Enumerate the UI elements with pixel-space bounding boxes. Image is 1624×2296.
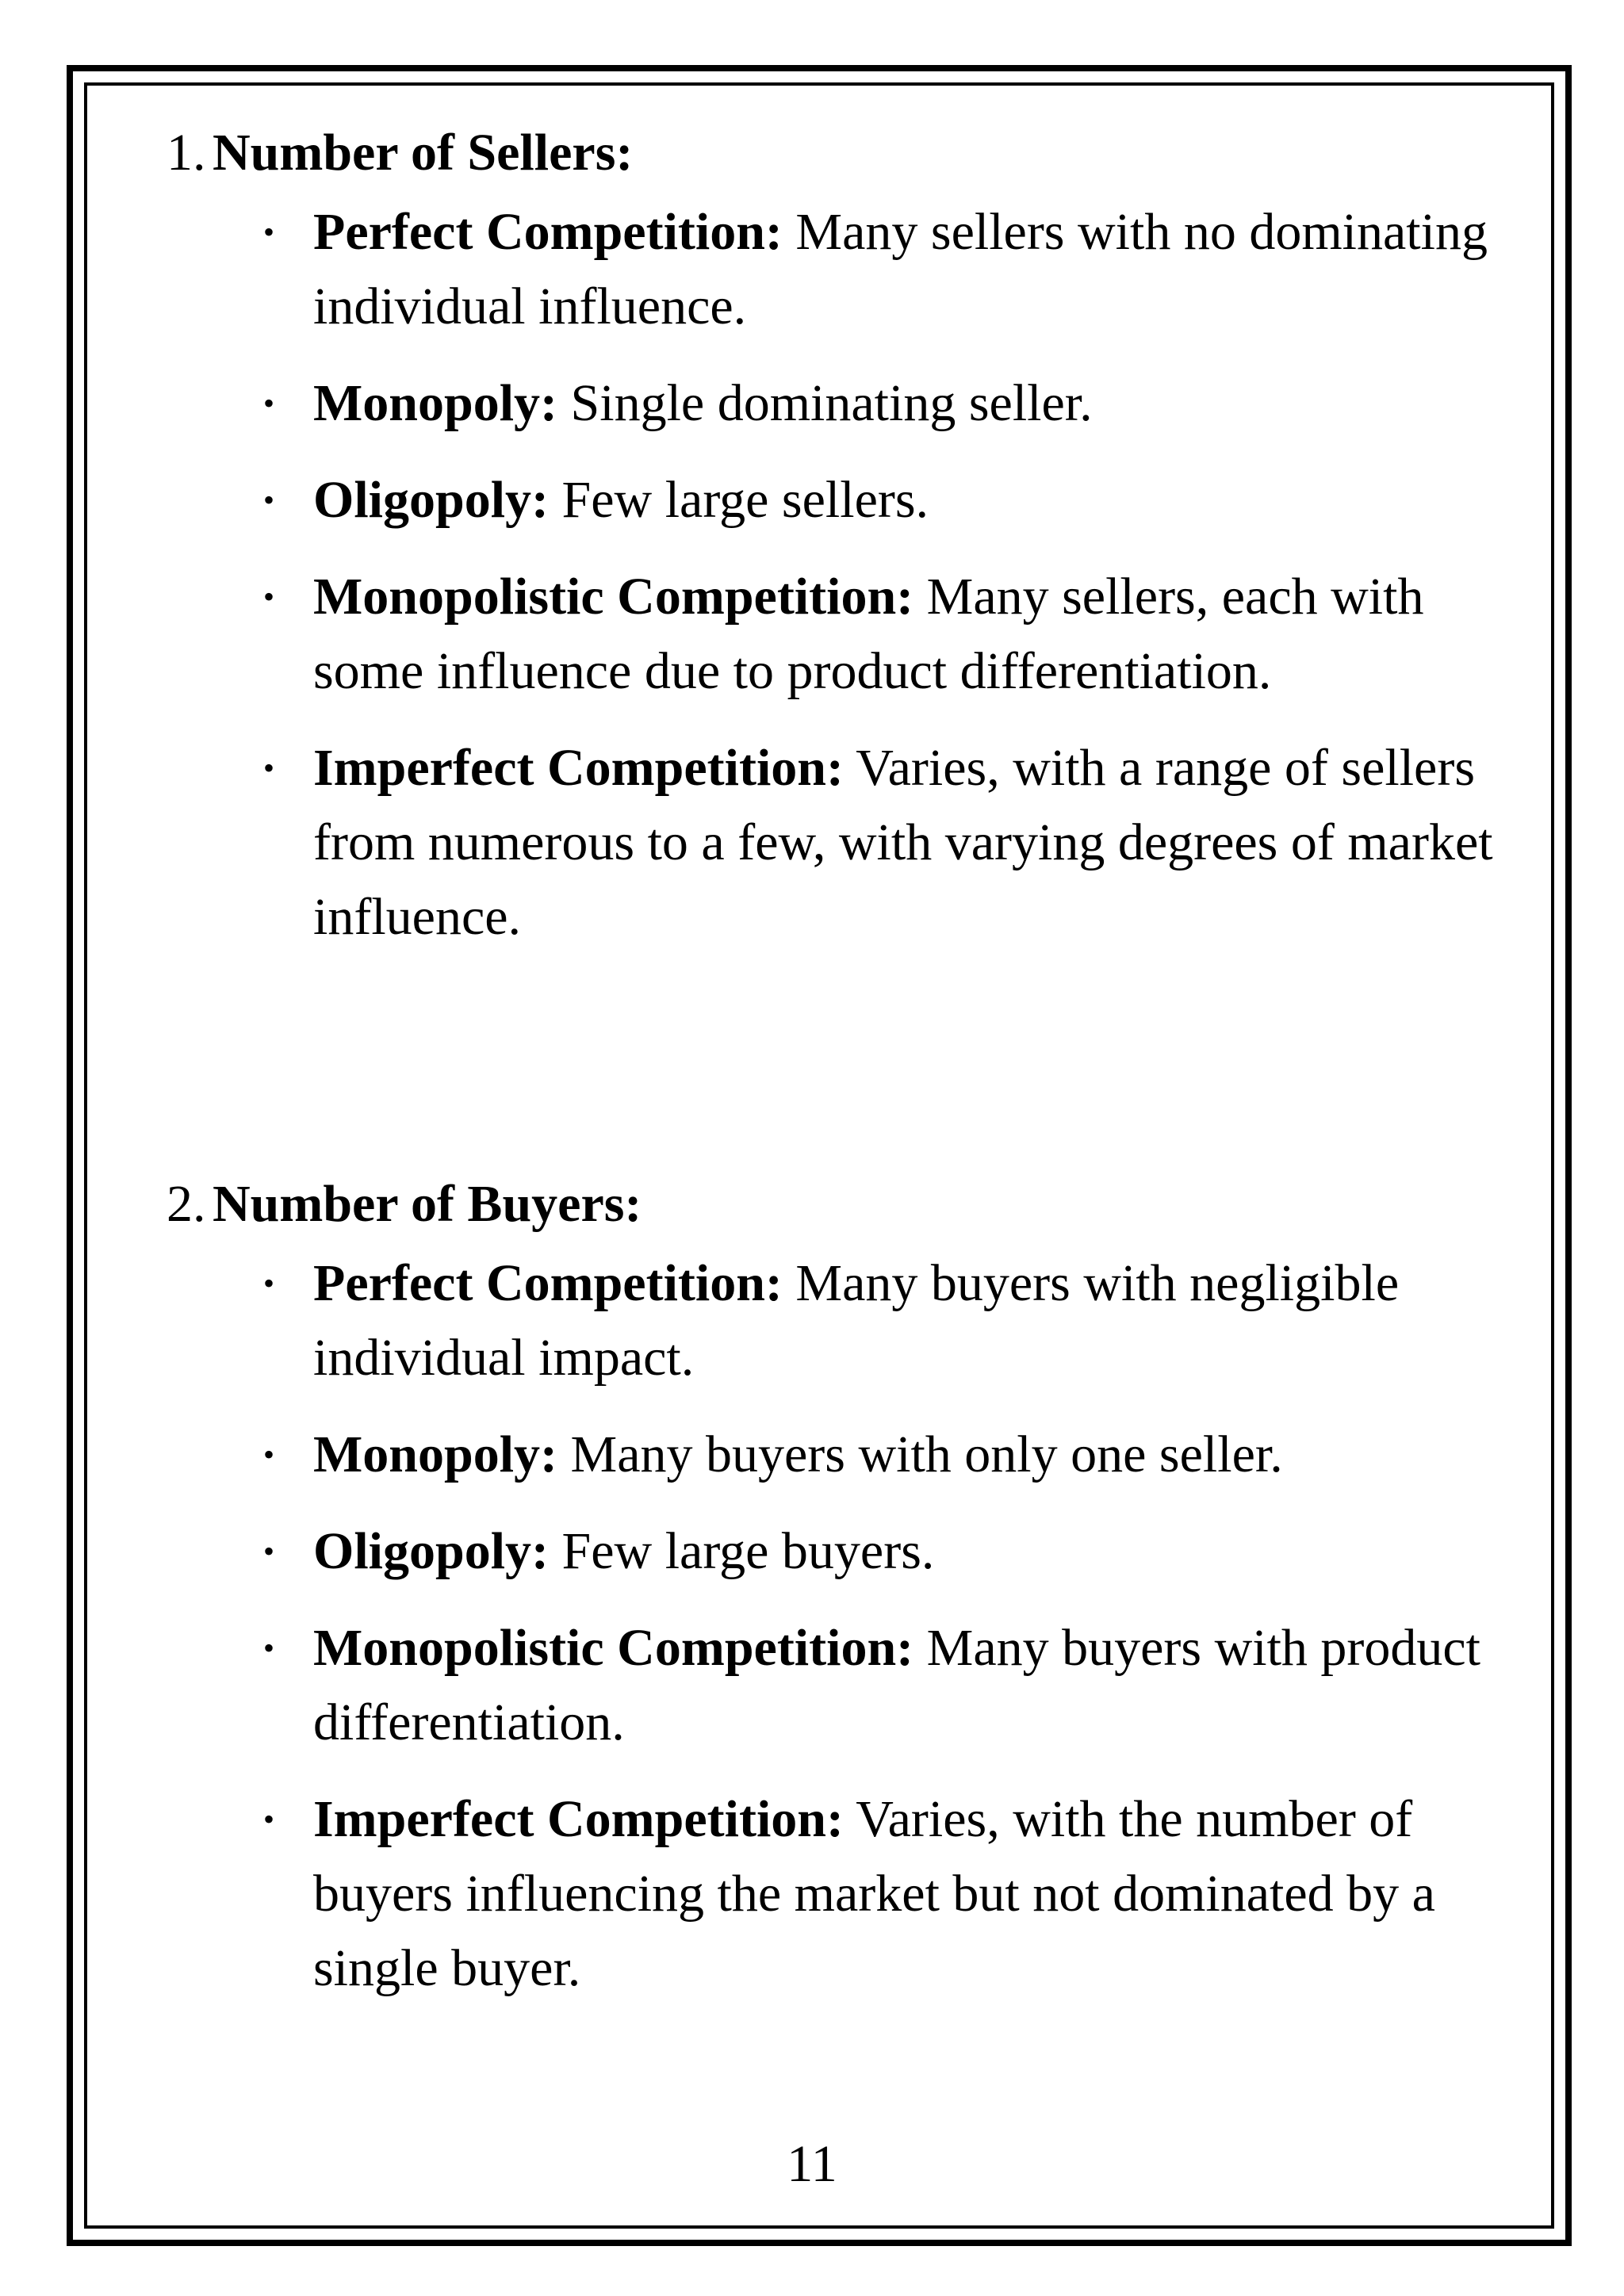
bullet-icon: • [263, 385, 275, 421]
item-text: Many buyers with product differentiation. [313, 1619, 1481, 1751]
bullet-icon: • [263, 1630, 275, 1666]
list-item [167, 1418, 1515, 1492]
item-term: Imperfect Competition: [313, 1790, 844, 1848]
page-number: 11 [787, 2135, 837, 2193]
item-term: Monopolistic Competition: [313, 568, 914, 626]
item-text: Many buyers with negligible individual impact. [313, 1254, 1400, 1387]
section-number-of-buyers [167, 1169, 1530, 2028]
section-heading [167, 1169, 1530, 1240]
bullet-icon: • [263, 1801, 275, 1837]
item-text: Few large buyers. [561, 1522, 935, 1580]
item-term: Perfect Competition: [313, 203, 783, 261]
item-text: Many buyers with only one seller. [570, 1425, 1283, 1483]
bullet-icon: • [263, 1265, 275, 1301]
section-number-of-sellers [167, 117, 1530, 977]
item-text: Many sellers with no dominating individual influence. [313, 203, 1488, 335]
list-item [167, 731, 1515, 955]
list-item [167, 463, 1515, 538]
list-item [167, 1246, 1515, 1395]
bullet-icon: • [263, 214, 275, 250]
item-term: Oligopoly: [313, 471, 550, 529]
list-item [167, 195, 1515, 344]
item-text: Few large sellers. [561, 471, 929, 529]
section-title: Number of Buyers: [213, 1175, 642, 1233]
list-item [167, 1782, 1515, 2006]
list-item [167, 366, 1515, 441]
section-number: 1. [167, 124, 206, 182]
item-term: Perfect Competition: [313, 1254, 783, 1312]
sellers-list [167, 195, 1530, 955]
section-title: Number of Sellers: [213, 124, 634, 182]
buyers-list [167, 1246, 1530, 2006]
bullet-icon: • [263, 1533, 275, 1569]
bullet-icon: • [263, 482, 275, 518]
item-term: Oligopoly: [313, 1522, 550, 1580]
list-item [167, 560, 1515, 709]
item-text: Varies, with a range of sellers from numerous to a few, with varying degrees of market influence. [313, 739, 1493, 946]
item-term: Monopoly: [313, 374, 558, 432]
item-text: Many sellers, each with some influence due to product differentiation. [313, 568, 1424, 700]
bullet-icon: • [263, 1437, 275, 1472]
item-term: Imperfect Competition: [313, 739, 844, 797]
item-text: Single dominating seller. [570, 374, 1093, 432]
section-number: 2. [167, 1175, 206, 1233]
item-term: Monopoly: [313, 1425, 558, 1483]
bullet-icon: • [263, 750, 275, 786]
list-item [167, 1514, 1515, 1589]
section-heading [167, 117, 1530, 189]
bullet-icon: • [263, 579, 275, 614]
item-term: Monopolistic Competition: [313, 1619, 914, 1677]
list-item [167, 1611, 1515, 1760]
item-text: Varies, with the number of buyers influencing the market but not dominated by a single buyer. [313, 1790, 1435, 1997]
